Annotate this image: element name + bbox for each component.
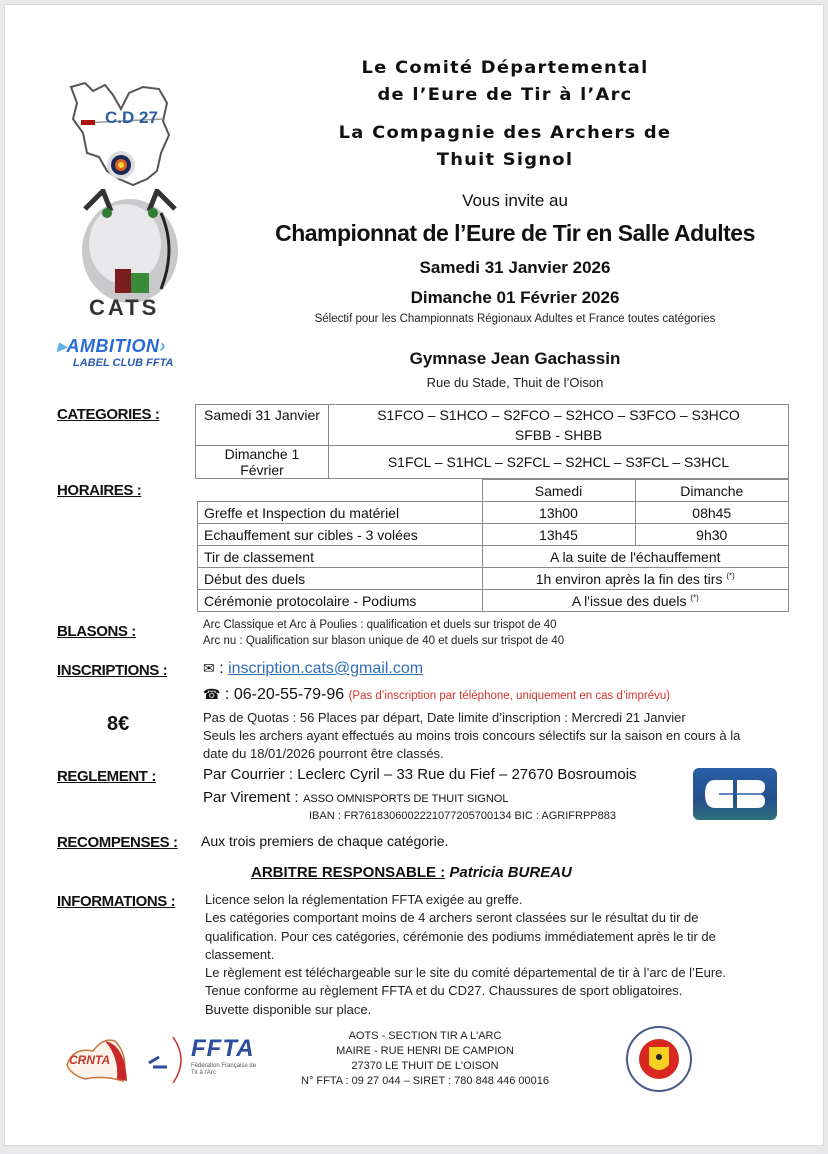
schedule-item: Début des duels	[198, 568, 483, 590]
telephone-icon: ☎	[203, 686, 221, 702]
column-header-dimanche: Dimanche	[635, 480, 789, 502]
table-row	[196, 446, 789, 479]
flyer-page	[4, 4, 824, 1146]
table-row	[196, 405, 789, 446]
schedule-both-days	[482, 568, 789, 590]
payment-transfer	[203, 789, 508, 807]
informations-label: INFORMATIONS :	[57, 893, 176, 910]
footer-line: AOTS - SECTION TIR A L'ARC	[348, 1030, 502, 1042]
schedule-item: Echauffement sur cibles - 3 volées	[198, 524, 483, 546]
organizer-line-2: de l’Eure de Tir à l’Arc	[377, 85, 633, 105]
ffta-logo-text: FFTA	[191, 1035, 255, 1062]
category-list	[329, 405, 789, 446]
normandie-archerie-logo	[625, 1025, 693, 1093]
payment-mail: Par Courrier : Leclerc Cyril – 33 Rue du Fief – 27670 Bosroumois	[203, 766, 637, 783]
footnote-marker: (*)	[726, 570, 735, 580]
footer-line: N° FFTA : 09 27 044 – SIRET : 780 848 446 00016	[301, 1075, 549, 1087]
category-list: S1FCL – S1HCL – S2FCL – S2HCL – S3FCL – S3HCL	[329, 446, 789, 479]
organizer-line-3: La Compagnie des Archers de	[338, 123, 672, 143]
schedule-both-days	[482, 590, 789, 612]
schedule-both-days: A la suite de l'échauffement	[482, 546, 789, 568]
categories-table	[195, 404, 789, 479]
footer-line: MAIRE - RUE HENRI DE CAMPION	[336, 1045, 514, 1057]
organizer-line-4: Thuit Signol	[436, 150, 574, 170]
cd27-logo-text: C.D 27	[105, 108, 158, 127]
separator: :	[219, 660, 224, 677]
inscriptions-label: INSCRIPTIONS :	[57, 662, 168, 679]
reglement-label: REGLEMENT :	[57, 768, 156, 785]
cats-logo-text: CATS	[89, 295, 160, 320]
table-row	[198, 546, 789, 568]
schedule-samedi: 13h45	[482, 524, 635, 546]
info-line: Le règlement est téléchargeable sur le site du comité départemental de tir à l’arc de l’Eure.	[205, 965, 727, 981]
category-day: Samedi 31 Janvier	[196, 405, 329, 446]
phone-number[interactable]: 06-20-55-79-96	[233, 686, 345, 703]
invite-text: Vous invite au	[462, 191, 568, 210]
category-list-line: SFBB - SHBB	[514, 427, 603, 443]
table-row	[198, 590, 789, 612]
selective-note: Sélectif pour les Championnats Régionaux Adultes et France toutes catégories	[314, 313, 716, 325]
ffta-logo	[145, 1035, 189, 1090]
ffta-logo-subtitle: Fédération Française de Tir à l'Arc	[191, 1063, 257, 1076]
schedule-value: 1h environ après la fin des tirs	[535, 570, 723, 587]
recompenses-text: Aux trois premiers de chaque catégorie.	[201, 833, 449, 849]
info-line: Tenue conforme au règlement FFTA et du CD27. Chaussures de sport obligatoires.	[205, 983, 683, 999]
blasons-line-2: Arc nu : Qualification sur blason unique de 40 et duels sur trispot de 40	[203, 635, 565, 647]
schedule-dimanche: 08h45	[635, 502, 789, 524]
cb-card-icon	[693, 768, 777, 820]
transfer-label: Par Virement :	[203, 789, 299, 806]
schedule-samedi: 13h00	[482, 502, 635, 524]
phone-row	[203, 686, 670, 704]
blasons-label: BLASONS :	[57, 623, 136, 640]
cd27-logo	[63, 75, 178, 187]
ambition-logo: ▸AMBITION›	[57, 336, 167, 356]
footnote-marker: (*)	[690, 592, 699, 602]
schedule-table	[197, 479, 789, 612]
separator: :	[224, 686, 230, 703]
schedule-item: Tir de classement	[198, 546, 483, 568]
crnta-logo-text: CRNTA	[69, 1053, 111, 1067]
blasons-line-1: Arc Classique et Arc à Poulies : qualification et duels sur trispot de 40	[203, 619, 557, 631]
schedule-item: Cérémonie protocolaire - Podiums	[198, 590, 483, 612]
venue-name: Gymnase Jean Gachassin	[409, 349, 621, 368]
organizer-line-1: Le Comité Départemental	[361, 58, 649, 78]
inscription-line-2: Seuls les archers ayant effectués au moins trois concours sélectifs sur la saison en cours à la	[203, 728, 741, 743]
info-line: Licence selon la réglementation FFTA exigée au greffe.	[205, 892, 523, 907]
email-row	[203, 660, 423, 678]
ambition-logo-text: AMBITION	[66, 336, 160, 356]
recompenses-label: RECOMPENSES :	[57, 834, 178, 851]
info-line: qualification. Pour ces catégories, cérémonie des podiums immédiatement après le tir de	[205, 928, 716, 944]
envelope-icon: ✉	[203, 660, 215, 676]
info-line: Les catégories comportant moins de 4 archers seront classées sur le résultat du tir de	[205, 910, 699, 926]
category-list-line: S1FCO – S1HCO – S2FCO – S2HCO – S3FCO – S3HCO	[377, 407, 740, 423]
horaires-label: HORAIRES :	[57, 482, 142, 499]
ambition-label: LABEL CLUB FFTA	[73, 357, 174, 369]
table-header-row	[198, 480, 789, 502]
date-sunday: Dimanche 01 Février 2026	[410, 288, 620, 307]
iban-bic: IBAN : FR7618306002221077205700134 BIC : AGRIFRPP883	[309, 810, 616, 822]
schedule-value: A l'issue des duels	[571, 592, 687, 609]
footer-address	[285, 1029, 565, 1089]
transfer-beneficiary: ASSO OMNISPORTS DE THUIT SIGNOL	[303, 793, 509, 805]
table-row	[198, 568, 789, 590]
phone-note: (Pas d’inscription par téléphone, uniquement en cas d’imprévu)	[348, 690, 671, 702]
inscription-line-1: Pas de Quotas : 56 Places par départ, Date limite d’inscription : Mercredi 21 Janvier	[203, 710, 686, 725]
championship-title: Championnat de l’Eure de Tir en Salle Adultes	[275, 220, 755, 246]
email-link[interactable]: inscription.cats@gmail.com	[228, 660, 424, 677]
price: 8€	[107, 713, 130, 735]
referee-name: Patricia BUREAU	[449, 864, 572, 881]
info-line: Buvette disponible sur place.	[205, 1001, 372, 1017]
schedule-dimanche: 9h30	[635, 524, 789, 546]
inscription-line-3: date du 18/01/2026 pourront être classés.	[203, 746, 444, 761]
table-row	[198, 502, 789, 524]
venue-address: Rue du Stade, Thuit de l’Oison	[426, 375, 604, 390]
date-saturday: Samedi 31 Janvier 2026	[419, 258, 611, 277]
cats-logo	[65, 189, 195, 309]
referee-label: ARBITRE RESPONSABLE :	[251, 864, 446, 881]
categories-label: CATEGORIES :	[57, 406, 160, 423]
table-row	[198, 524, 789, 546]
crnta-logo	[63, 1035, 133, 1085]
column-header-samedi: Samedi	[482, 480, 635, 502]
footer-line: 27370 LE THUIT DE L'OISON	[351, 1060, 499, 1072]
informations-text	[205, 891, 777, 1019]
info-line: classement.	[205, 946, 275, 962]
referee-line	[251, 864, 572, 881]
schedule-item: Greffe et Inspection du matériel	[198, 502, 483, 524]
category-day: Dimanche 1 Février	[196, 446, 329, 479]
